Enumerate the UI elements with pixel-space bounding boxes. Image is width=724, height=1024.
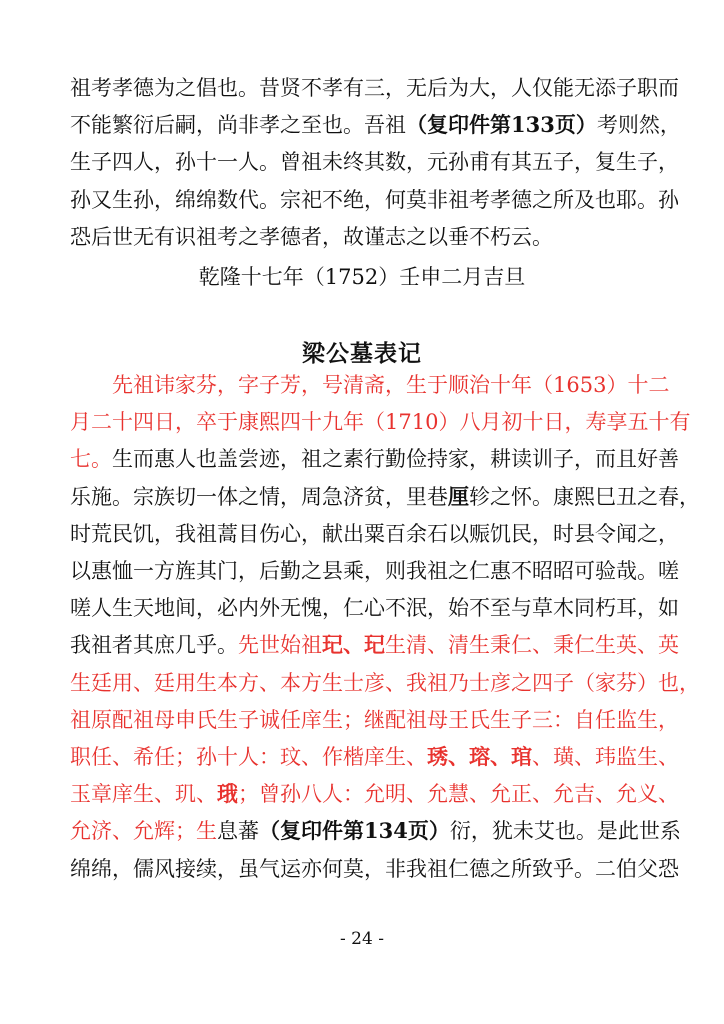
text-run: 生而惠人也盖尝迹，祖之素行勤俭持家，耕读训子，而且好善 <box>112 447 679 472</box>
text-run: 允济、允辉；生 <box>70 819 217 844</box>
text-line <box>70 854 679 884</box>
text-run: 轸之怀。康熙巳丑之春， <box>469 484 700 509</box>
date-line: 乾隆十七年（1752）壬申二月吉旦 <box>198 265 526 289</box>
text-run: 七。 <box>70 447 112 472</box>
text-run: 以惠恤一方旌其门，后勤之县乘，则我祖之仁惠不昭昭可验哉。嗟 <box>70 559 679 583</box>
text-run: 祖原配祖母申氏生子诚任庠生；继配祖母王氏生子三：自任监生， <box>70 707 679 732</box>
text-run: 不能繁衍后嗣，尚非孝之至也。吾祖 <box>70 113 406 138</box>
text-run: 乐施。宗族切一体之情，周急济贫，里巷 <box>70 484 448 509</box>
text-run: 玘、玘 <box>322 632 385 658</box>
text-run: 先世始祖 <box>238 633 322 658</box>
text-run: 考则然， <box>596 113 681 138</box>
text-line <box>70 816 681 846</box>
text-line <box>70 185 679 215</box>
text-run: 时荒民饥，我祖蒿目伤心，献出粟百余石以赈饥民，时县令闻之， <box>70 521 679 546</box>
text-run: （复印件第134页） <box>259 818 450 844</box>
text-line <box>70 444 679 474</box>
text-line <box>70 519 679 549</box>
text-run: 厘 <box>448 483 469 509</box>
text-line <box>70 222 654 252</box>
text-run: 玉章庠生、玑、 <box>70 782 217 807</box>
text-run: 职任、希任；孙十人：玟、作楷庠生、 <box>70 745 427 769</box>
section-title: 梁公墓表记 <box>302 340 422 367</box>
text-run: 孙又生孙，绵绵数代。宗祀不绝，何莫非祖考孝德之所及也耶。孙 <box>70 187 679 212</box>
text-run: 祖考孝德为之倡也。昔贤不孝有三，无后为大，人仅能无添子职而 <box>70 76 679 100</box>
text-run: 生廷用、廷用生本方、本方生士彦、我祖乃士彦之四子（家芬）也， <box>70 670 700 695</box>
text-run: 绵绵，儒风接续，虽气运亦何莫，非我祖仁德之所致乎。二伯父恐 <box>70 856 679 881</box>
text-run: 衍，犹未艾也。是此世系 <box>449 819 681 844</box>
text-run: 息蕃 <box>217 819 259 844</box>
text-line <box>70 668 700 698</box>
text-run: 、璜、玮监生、 <box>532 745 679 769</box>
text-line <box>70 147 679 177</box>
text-run: 珴 <box>217 781 238 807</box>
text-line <box>70 482 700 512</box>
text-run: 生子四人，孙十一人。曾祖未终其数，元孙甫有其五子，复生子， <box>70 150 679 175</box>
text-line <box>70 742 679 772</box>
text-run: 琇、瑢、琯 <box>427 744 532 769</box>
text-run: ；曾孙八人：允明、允慧、允正、允吉、允义、 <box>238 782 679 807</box>
text-line <box>70 593 679 623</box>
text-line <box>70 705 679 735</box>
text-run: 我祖者其庶几乎。 <box>70 633 238 658</box>
text-line <box>70 779 679 809</box>
text-run: （复印件第133页） <box>406 112 597 138</box>
text-line <box>70 370 670 400</box>
text-run: 先祖讳家芬，字子芳，号清斋，生于顺治十年（1653）十二 <box>70 373 670 397</box>
text-line <box>70 73 679 103</box>
page-number: - 24 - <box>340 929 384 949</box>
text-line <box>70 110 681 140</box>
text-run: 恐后世无有识祖考之孝德者，故谨志之以垂不朽云。 <box>70 224 553 249</box>
text-run: 嗟人生天地间，必内外无愧，仁心不泯，始不至与草木同朽耳，如 <box>70 596 679 621</box>
text-run: 生清、清生秉仁、秉仁生英、英 <box>385 633 679 658</box>
text-line <box>70 407 691 437</box>
text-run: 月二十四日，卒于康熙四十九年（1710）八月初十日，寿享五十有 <box>70 410 691 435</box>
text-line <box>70 630 679 660</box>
text-line <box>70 556 679 586</box>
